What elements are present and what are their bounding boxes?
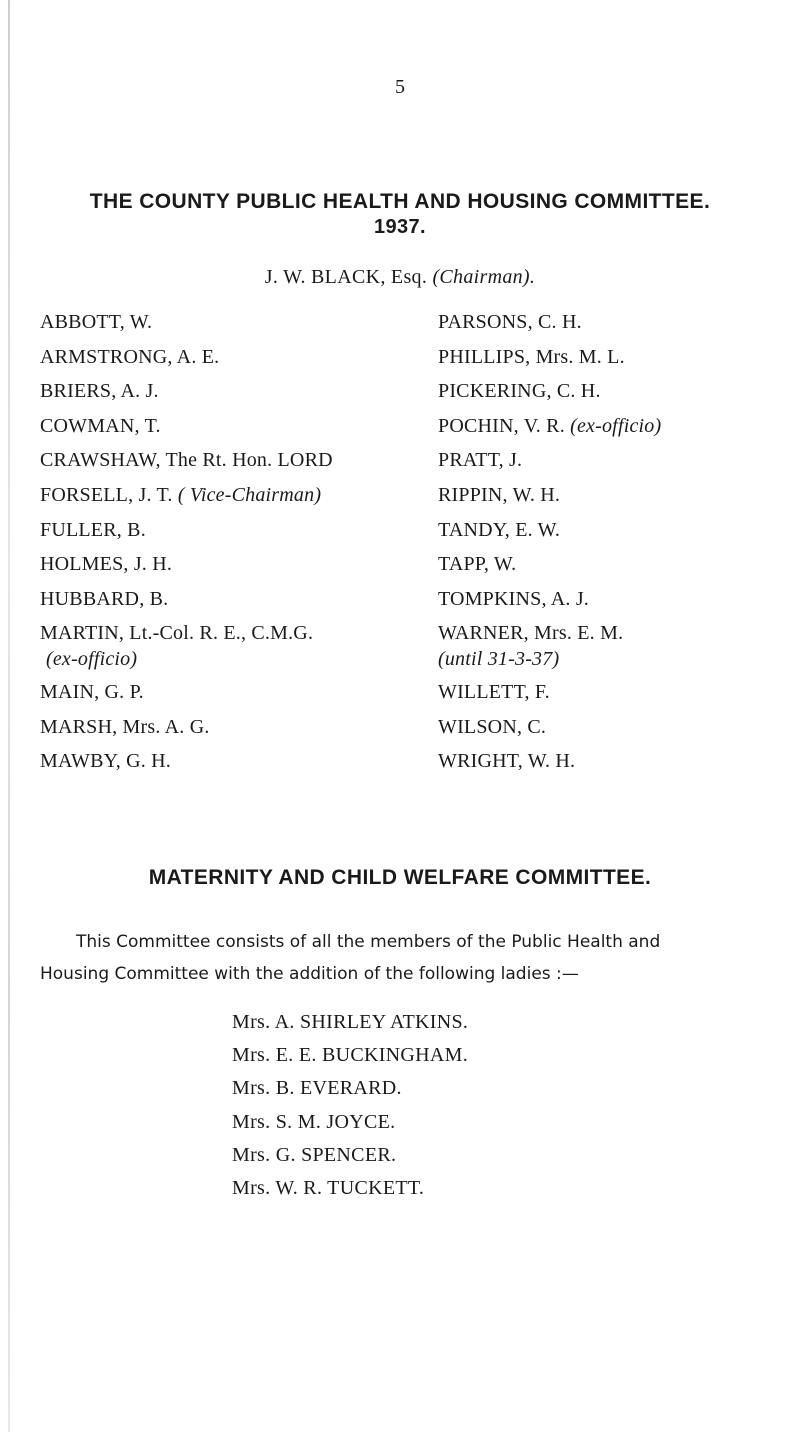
member-row bbox=[438, 443, 788, 478]
member-name: PHILLIPS, Mrs. M. L. bbox=[438, 345, 625, 368]
member-row bbox=[438, 340, 788, 375]
chairman-role: (Chairman). bbox=[432, 266, 536, 288]
member-name: WILSON, C. bbox=[438, 715, 547, 738]
member-note: (until 31-3-37) bbox=[438, 647, 560, 670]
member-row-continuation bbox=[438, 647, 788, 675]
list-item: Mrs. A. SHIRLEY ATKINS. bbox=[232, 1011, 469, 1033]
member-row bbox=[40, 675, 370, 710]
member-name: MARTIN, Lt.-Col. R. E., C.M.G. bbox=[40, 622, 314, 645]
member-name: TAPP, W. bbox=[438, 553, 517, 576]
description-line-1: This Committee consists of all the members of the Public Health and bbox=[76, 932, 661, 952]
member-name: HUBBARD, B. bbox=[40, 587, 169, 610]
list-item: Mrs. W. R. TUCKETT. bbox=[232, 1176, 425, 1199]
member-name: FORSELL, J. T. bbox=[40, 483, 173, 506]
member-row bbox=[438, 547, 788, 582]
ladies-list bbox=[232, 1006, 732, 1205]
list-item: Mrs. S. M. JOYCE. bbox=[232, 1110, 396, 1133]
member-name: BRIERS, A. J. bbox=[40, 380, 159, 403]
member-row bbox=[40, 374, 370, 409]
member-row bbox=[40, 744, 370, 779]
description-line-2: Housing Committee with the addition of the following ladies :— bbox=[40, 964, 579, 984]
members-left-column bbox=[40, 305, 370, 779]
member-row bbox=[438, 675, 788, 710]
member-row bbox=[40, 305, 370, 340]
member-name: COWMAN, T. bbox=[40, 414, 161, 437]
member-name: TANDY, E. W. bbox=[438, 518, 561, 541]
member-name: MAIN, G. P. bbox=[40, 680, 144, 703]
member-name: RIPPIN, W. H. bbox=[438, 483, 561, 506]
member-name: MARSH, Mrs. A. G. bbox=[40, 715, 210, 738]
member-row bbox=[438, 409, 788, 444]
maternity-committee-title: MATERNITY AND CHILD WELFARE COMMITTEE. bbox=[148, 866, 652, 889]
chairman-name: J. W. BLACK, Esq. bbox=[264, 266, 428, 288]
member-name: CRAWSHAW, The Rt. Hon. LORD bbox=[40, 449, 333, 472]
member-row bbox=[438, 744, 788, 779]
member-row bbox=[40, 547, 370, 582]
member-name: MAWBY, G. H. bbox=[40, 750, 171, 773]
member-row-continuation bbox=[40, 647, 370, 675]
member-row bbox=[40, 443, 370, 478]
member-note: ( Vice-Chairman) bbox=[177, 483, 322, 506]
member-row bbox=[40, 616, 370, 651]
member-name: PARSONS, C. H. bbox=[438, 311, 582, 333]
member-name: WILLETT, F. bbox=[438, 680, 550, 703]
member-row bbox=[438, 374, 788, 409]
member-row bbox=[438, 616, 788, 651]
list-item: Mrs. G. SPENCER. bbox=[232, 1143, 397, 1166]
page-number: 5 bbox=[395, 76, 405, 98]
member-row bbox=[40, 340, 370, 375]
member-name: POCHIN, V. R. bbox=[438, 414, 565, 437]
member-name: TOMPKINS, A. J. bbox=[438, 587, 589, 610]
committee-title: THE COUNTY PUBLIC HEALTH AND HOUSING COMMITTEE. bbox=[89, 190, 711, 213]
member-row bbox=[438, 582, 788, 617]
member-name: WARNER, Mrs. E. M. bbox=[438, 622, 624, 645]
member-note: (ex-officio) bbox=[46, 647, 138, 670]
member-row bbox=[438, 710, 788, 745]
member-name: FULLER, B. bbox=[40, 518, 146, 541]
scan-edge-shadow bbox=[8, 0, 10, 1432]
member-row bbox=[40, 478, 370, 513]
member-name: PICKERING, C. H. bbox=[438, 380, 601, 403]
committee-year: 1937. bbox=[373, 216, 427, 238]
member-name: ARMSTRONG, A. E. bbox=[40, 345, 220, 368]
member-note: (ex-officio) bbox=[570, 414, 662, 437]
list-item: Mrs. B. EVERARD. bbox=[232, 1077, 402, 1100]
member-row bbox=[40, 409, 370, 444]
member-name: WRIGHT, W. H. bbox=[438, 750, 576, 773]
committee-description bbox=[40, 926, 770, 990]
chairman-line bbox=[0, 266, 800, 289]
member-row bbox=[438, 305, 788, 340]
member-row bbox=[438, 478, 788, 513]
member-name: PRATT, J. bbox=[438, 449, 523, 472]
member-row bbox=[40, 513, 370, 548]
member-row bbox=[40, 582, 370, 617]
member-name: ABBOTT, W. bbox=[40, 311, 153, 333]
member-row bbox=[438, 513, 788, 548]
list-item: Mrs. E. E. BUCKINGHAM. bbox=[232, 1044, 469, 1067]
members-right-column bbox=[438, 305, 788, 779]
member-name: HOLMES, J. H. bbox=[40, 553, 173, 576]
member-row bbox=[40, 710, 370, 745]
